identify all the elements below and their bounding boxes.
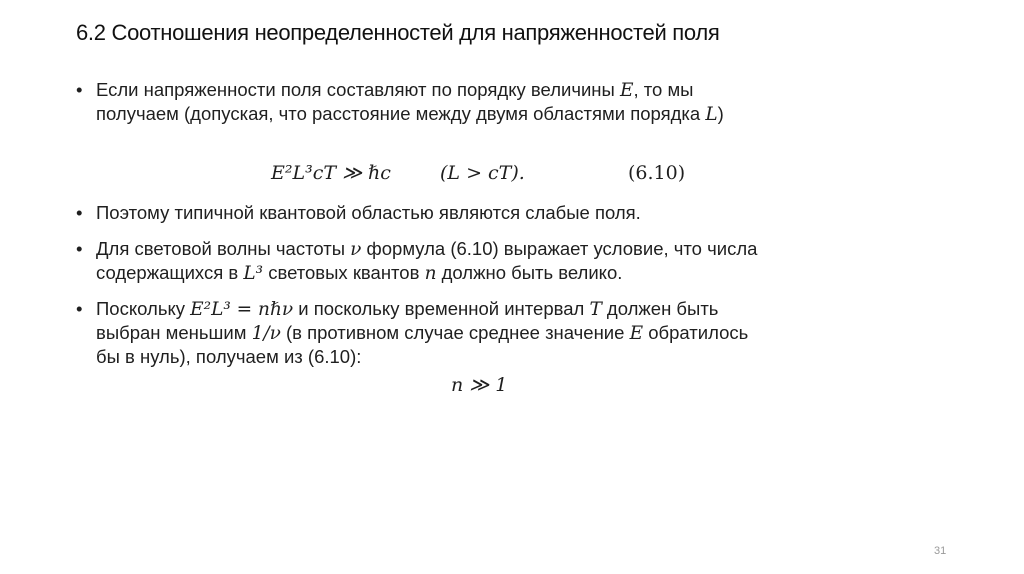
text-span: Для световой волны частоты bbox=[96, 238, 351, 259]
bullet-4-line-3: бы в нуль), получаем из (6.10): bbox=[96, 346, 362, 367]
text-span: Если напряженности поля составляют по порядку величины bbox=[96, 79, 620, 100]
bullet-4-text bbox=[96, 297, 876, 368]
math-var-nu: ν bbox=[350, 239, 362, 260]
equation-final: n ≫ 1 bbox=[451, 374, 508, 396]
slide-title: 6.2 Соотношения неопределенностей для напряженностей поля bbox=[76, 20, 720, 45]
bullet-marker: • bbox=[76, 79, 83, 100]
text-span: должно быть велико. bbox=[436, 262, 623, 283]
text-span: ) bbox=[717, 103, 724, 124]
text-span: выбран меньшим bbox=[96, 322, 252, 343]
math-var-L-cubed: L³ bbox=[243, 263, 264, 284]
text-span: и поскольку временной интервал bbox=[293, 298, 590, 319]
bullet-marker: • bbox=[76, 202, 83, 223]
equation-6-10-condition: (L > cT). bbox=[440, 162, 525, 184]
text-span: световых квантов bbox=[263, 262, 425, 283]
math-expression: 1/ν bbox=[251, 323, 281, 344]
math-var-n: n bbox=[424, 263, 437, 284]
bullet-1 bbox=[76, 78, 876, 126]
math-var-E: E bbox=[619, 80, 634, 101]
bullet-4-line-1 bbox=[96, 297, 876, 321]
text-span: получаем (допуская, что расстояние между двумя областями порядка bbox=[96, 103, 706, 124]
bullet-4-line-2 bbox=[96, 321, 876, 345]
bullet-2-text: Поэтому типичной квантовой областью являются слабые поля. bbox=[96, 202, 641, 223]
math-expression: E²L³ = nℏν bbox=[190, 299, 294, 320]
text-span: должен быть bbox=[601, 298, 719, 319]
bullet-1-text bbox=[96, 78, 876, 126]
bullet-1-line-1 bbox=[96, 78, 876, 102]
equation-6-10-main: E²L³cT ≫ ℏc bbox=[271, 162, 391, 184]
text-span: Поскольку bbox=[96, 298, 191, 319]
bullet-marker: • bbox=[76, 298, 83, 319]
bullet-3-line-1 bbox=[96, 237, 876, 261]
text-span: формула (6.10) выражает условие, что числа bbox=[361, 238, 758, 259]
bullet-3-line-2 bbox=[96, 261, 876, 285]
bullet-1-line-2 bbox=[96, 102, 876, 126]
equation-number: (6.10) bbox=[628, 162, 686, 184]
bullet-2 bbox=[76, 201, 876, 224]
bullet-3-text bbox=[96, 237, 876, 285]
text-span: содержащихся в bbox=[96, 262, 244, 283]
math-var-T: T bbox=[589, 299, 602, 320]
text-span: , то мы bbox=[633, 79, 694, 100]
text-span: обратилось bbox=[643, 322, 749, 343]
bullet-marker: • bbox=[76, 238, 83, 259]
math-var-L: L bbox=[705, 104, 718, 125]
math-var-E: E bbox=[629, 323, 644, 344]
bullet-4 bbox=[76, 297, 876, 368]
bullet-3 bbox=[76, 237, 876, 285]
text-span: (в противном случае среднее значение bbox=[280, 322, 630, 343]
page-number: 31 bbox=[934, 545, 947, 557]
